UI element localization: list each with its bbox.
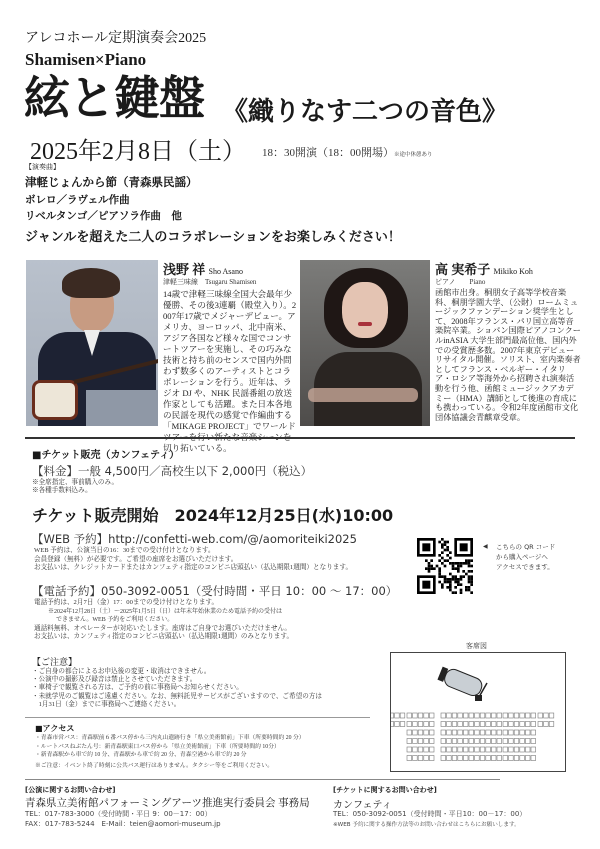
ticket-note: ※全席指定、事前購入のみ。	[32, 479, 119, 486]
seat	[503, 756, 508, 761]
seat	[538, 713, 543, 718]
seat	[458, 722, 463, 727]
program-piece: 津軽じょんから節（青森県民謡）	[25, 177, 198, 189]
tagline: ジャンルを超えた二人のコラボレーションをお楽しみください！	[25, 229, 401, 244]
seat	[424, 747, 429, 752]
seat	[441, 730, 446, 735]
seat	[447, 747, 452, 752]
seat	[480, 722, 485, 727]
seat	[447, 713, 452, 718]
seat	[514, 730, 519, 735]
note-line: ・車椅子で観覧される方は、ご予約の前に事務局へお知らせください。	[32, 684, 243, 692]
seat	[469, 722, 474, 727]
seat	[503, 730, 508, 735]
seat	[413, 747, 418, 752]
sale-start: チケット販売開始 2024年12月25日(水)10:00	[32, 506, 394, 525]
phone-reservation: 【電話予約】050-3092-0051（受付時間・平日 10：00 ～ 17：00）	[32, 584, 398, 598]
concert-date: 2025年2月8日（土）	[30, 139, 246, 165]
ticket-contact-note: ※WEB 予約に関する操作方法等のお問い合わせはこちらにお願いします。	[333, 822, 520, 828]
seat	[424, 730, 429, 735]
event-contact-label: [公演に関するお問い合わせ]	[25, 786, 116, 794]
seat	[463, 722, 468, 727]
seat	[395, 722, 400, 727]
seat	[509, 756, 514, 761]
seat	[486, 713, 491, 718]
seat	[463, 713, 468, 718]
seat	[514, 747, 519, 752]
seat	[509, 722, 514, 727]
name-ja: 浅野 祥	[163, 262, 206, 277]
performer-name	[163, 259, 243, 278]
seat	[503, 747, 508, 752]
instrument-ja: ピアノ	[435, 278, 456, 286]
seat	[509, 713, 514, 718]
seat	[413, 739, 418, 744]
seat	[480, 713, 485, 718]
seat	[458, 730, 463, 735]
seat	[520, 756, 525, 761]
seat	[497, 756, 502, 761]
seat	[407, 747, 412, 752]
seat	[469, 756, 474, 761]
seat	[429, 722, 434, 727]
seat	[544, 722, 549, 727]
seat	[475, 713, 480, 718]
seat	[418, 747, 423, 752]
ticket-contact-org: カンフェティ	[333, 800, 392, 811]
ticket-contact-label: [チケットに関するお問い合わせ]	[333, 786, 437, 794]
seat	[514, 713, 519, 718]
seat	[549, 713, 554, 718]
seat	[469, 739, 474, 744]
seat	[447, 722, 452, 727]
program-piece: ボレロ／ラヴェル作曲	[25, 195, 130, 206]
qr-caption	[483, 542, 555, 572]
seat	[503, 722, 508, 727]
seat	[514, 756, 519, 761]
seat	[525, 756, 530, 761]
seat	[486, 756, 491, 761]
seat	[463, 756, 468, 761]
seat	[424, 756, 429, 761]
seat	[407, 739, 412, 744]
seat	[429, 756, 434, 761]
seat	[525, 713, 530, 718]
seat	[525, 730, 530, 735]
seat	[441, 713, 446, 718]
seat	[486, 730, 491, 735]
subtitle: Shamisen×Piano	[25, 50, 147, 69]
note-line: ・未就学児のご観覧はご遠慮ください。なお、無料託児サービスがございますので、ご希望の方は	[32, 692, 322, 700]
seat	[520, 747, 525, 752]
seat	[480, 730, 485, 735]
note-line: ・青森市営バス：青森駅前６番バス停から三内丸山遺跡行き「県立美術館前」下車（所要時間約 20 分）	[35, 735, 305, 741]
note-line: 通話料無料、オペレーターが対応いたします。座席はご自身でお選びいただけません。	[34, 624, 292, 632]
seat	[544, 713, 549, 718]
ticket-contact-tel: TEL：050-3092-0051（受付時間・平日10：00－17：00）	[333, 810, 527, 818]
seat	[514, 722, 519, 727]
seat	[520, 722, 525, 727]
performer-name	[435, 259, 533, 278]
seat-map-label: 客席図	[466, 642, 487, 650]
seat	[413, 713, 418, 718]
seat	[418, 730, 423, 735]
seat	[480, 756, 485, 761]
seat	[520, 713, 525, 718]
note-line: できません。WEB 予約をご利用ください。	[56, 617, 174, 624]
seat	[475, 747, 480, 752]
phone-notes	[34, 599, 293, 642]
divider	[25, 779, 500, 780]
seat	[503, 713, 508, 718]
seat	[447, 730, 452, 735]
seat	[520, 739, 525, 744]
seat	[391, 713, 394, 718]
web-reservation[interactable]	[32, 531, 357, 547]
seat	[520, 730, 525, 735]
seat	[497, 747, 502, 752]
access-list	[35, 734, 305, 770]
seat	[458, 713, 463, 718]
ticket-heading: ■チケット販売（カンフェティ）	[32, 450, 180, 461]
note-line: 電話予約は、2月7日（金）17：00までの受け付けとなります。	[34, 599, 219, 606]
seat	[486, 739, 491, 744]
seat	[491, 739, 496, 744]
seat	[441, 739, 446, 744]
instrument-en: Tsugaru Shamisen	[205, 278, 257, 286]
seat	[429, 730, 434, 735]
divider	[25, 717, 370, 718]
seat	[407, 722, 412, 727]
seat	[407, 756, 412, 761]
program-label: 【演奏曲】	[25, 163, 60, 171]
seat	[424, 722, 429, 727]
seat	[491, 730, 496, 735]
seat	[452, 747, 457, 752]
seat	[391, 722, 394, 727]
seat	[463, 739, 468, 744]
performer-bio: 14歳で津軽三味線全国大会最年少優勝、その後3連覇（殿堂入り）。2007年17歳でメジャーデビュー。アメリカ、ヨーロッパ、北中南米、アジア各国など様々な国でコンサートツアーを実施し、その巧みな技術と持ち前のセンスで国内外問わず数多くのアーティストとコラボレーションを行う。近年は、ラジオ DJ や、NHK 民謡番組の放送作家としても活躍。また日本各地の民謡を現代の感覚で作編曲する「MIKAGE PROJECT」でワールド 切り拓いている。	[163, 289, 297, 453]
seat	[497, 730, 502, 735]
access-label: ■アクセス	[35, 724, 75, 733]
seat	[475, 739, 480, 744]
seat	[503, 739, 508, 744]
seat	[531, 730, 536, 735]
seat	[400, 722, 405, 727]
note-line: 1月31日（金）までに事務局へご連絡ください。	[32, 700, 181, 708]
seat	[475, 756, 480, 761]
seat	[418, 756, 423, 761]
notice-label: 【ご注意】	[32, 657, 78, 667]
seat	[463, 747, 468, 752]
note-line: アクセスできます。	[496, 563, 554, 571]
seat	[441, 747, 446, 752]
seat	[497, 739, 502, 744]
seat	[480, 747, 485, 752]
seat	[418, 739, 423, 744]
event-contact-tel: TEL：017-783-3000（受付時間・平日 9：00－17：00）	[25, 810, 212, 818]
performer-bio: 函館市出身。桐朋女子高等学校音楽科、桐朋学園大学、（公財）ロームミュージックファンデーション奨学生として、2008年フランス・パリ国立高等音楽院卒業。ショパン国際ピアノコンクールinASIA 大学生部門最高位他、国内外での受賞歴多数。2007年東京デビューリサイタル開催。ソリスト、室内楽奏者としてフランス・ベルギー・イタリア・ロシア等海外から招聘され演奏活動を行う他、函館ミュージックアカデミー（HMA）講師として後進の育成にも携わっている。令和2年度函館市文化団体協議会青麒章受章。	[435, 288, 581, 422]
seat	[441, 756, 446, 761]
name-en: Sho Asano	[208, 267, 243, 276]
seat	[525, 747, 530, 752]
seat	[413, 756, 418, 761]
note-line: ・公演中の撮影及び録音は禁止とさせていただきます。	[32, 676, 197, 684]
web-reservation-link[interactable]: 【WEB 予約】http://confetti-web.com/@/aomoriteiki2025	[32, 532, 357, 546]
seat	[531, 756, 536, 761]
seat	[525, 739, 530, 744]
note-line: から購入ページへ	[496, 553, 548, 561]
seat	[441, 722, 446, 727]
seat	[491, 756, 496, 761]
web-notes	[34, 547, 352, 573]
seat	[413, 722, 418, 727]
seat	[509, 730, 514, 735]
note-line: お支払いは、クレジットカードまたはカンフェティ指定のコンビニ店頭払い（払込期限1週間）となります。	[34, 564, 353, 571]
arrow-left-icon: ◀	[483, 543, 488, 550]
seat	[497, 722, 502, 727]
seat	[514, 739, 519, 744]
piano-icon	[437, 665, 485, 698]
seat	[400, 713, 405, 718]
event-contact-fax-email: FAX：017-783-5244 E-Mail：teien@aomori-museum.jp	[25, 820, 221, 828]
seat-map	[390, 652, 566, 772]
note-line: ※ご注意：イベント終了時刻に公共バス運行はありません。タクシー等をご利用ください。	[35, 762, 274, 769]
page-title: 絃と鍵盤	[24, 73, 204, 124]
note-line: お支払いは、カンフェティ指定のコンビニ店頭払い（払込期限1週間）のみとなります。	[34, 633, 294, 641]
seat	[486, 722, 491, 727]
seat	[549, 722, 554, 727]
seat	[418, 713, 423, 718]
seat	[429, 747, 434, 752]
ticket-price: 【料金】一般 4,500円／高校生以下 2,000円（税込）	[32, 464, 313, 478]
seat	[452, 722, 457, 727]
performer-photo-mikiko-koh	[300, 260, 430, 426]
seat	[538, 722, 543, 727]
seating-chart	[391, 653, 567, 773]
seat	[531, 747, 536, 752]
seat	[452, 756, 457, 761]
note-line: ・ルートバスねぶたん号：新青森駅東口バス停から「県立美術館前」下車（所要時間約 10分）	[35, 743, 280, 750]
seat	[452, 713, 457, 718]
seat	[424, 739, 429, 744]
concert-time	[262, 144, 433, 160]
ticket-note: ※各種手数料込み。	[32, 487, 92, 494]
seat	[469, 713, 474, 718]
time: 18：30開演（18：00開場）	[262, 147, 394, 159]
notice-list	[32, 668, 322, 709]
seat	[463, 730, 468, 735]
note-line: こちらの QR コード	[496, 543, 556, 551]
seat	[447, 739, 452, 744]
seat	[424, 713, 429, 718]
note-line: ・ご自身の都合によるお申込後の変更・取消はできません。	[32, 668, 211, 675]
seat	[452, 739, 457, 744]
seat	[458, 747, 463, 752]
title-subtitle: 《織りなす二つの音色》	[222, 97, 509, 126]
seat	[480, 739, 485, 744]
seat	[429, 739, 434, 744]
instrument-ja: 津軽三味線	[163, 278, 198, 286]
seat	[458, 739, 463, 744]
seat	[452, 730, 457, 735]
seat	[509, 739, 514, 744]
performer-instrument	[163, 277, 256, 287]
seat	[407, 730, 412, 735]
event-contact-org: 青森県立美術館パフォーミングアーツ推進実行委員会 事務局	[25, 798, 310, 809]
seat	[407, 713, 412, 718]
divider	[25, 437, 575, 439]
seat	[525, 722, 530, 727]
program-piece: リベルタンゴ／ピアソラ作曲 他	[25, 211, 182, 222]
name-en: Mikiko Koh	[493, 267, 533, 276]
seat	[469, 747, 474, 752]
concert-series: アレコホール定期演奏会2025	[25, 31, 207, 46]
qr-code[interactable]	[417, 538, 473, 594]
seat	[491, 747, 496, 752]
note-line: WEB 予約は、公演当日の16：30までの受け付けとなります。	[34, 547, 215, 554]
performer-instrument	[435, 277, 485, 287]
instrument-en: Piano	[469, 278, 486, 286]
seat	[458, 756, 463, 761]
performer-photo-sho-asano	[26, 260, 158, 426]
seat	[486, 747, 491, 752]
seat	[469, 730, 474, 735]
seat	[491, 722, 496, 727]
seat	[429, 713, 434, 718]
seat	[531, 713, 536, 718]
note-line: 会員登録（無料）が必要です。ご希望の座席をお選びいただけます。	[34, 555, 238, 563]
seat	[475, 730, 480, 735]
seat	[497, 713, 502, 718]
seat	[475, 722, 480, 727]
note-line: ※2024年12月28日（土）～2025年1月5日（日）は年末年始休業のため電話予約の受付は	[48, 608, 283, 615]
seat	[531, 739, 536, 744]
seat	[509, 747, 514, 752]
seat	[395, 713, 400, 718]
seat	[447, 756, 452, 761]
seat	[491, 713, 496, 718]
note-line: ・新青森駅から車で約 10 分、青森駅から車で約 20 分、青森空港から車で約 20 分	[35, 752, 247, 758]
seat	[418, 722, 423, 727]
seat	[413, 730, 418, 735]
intermission-note: ※途中休憩あり	[394, 152, 433, 158]
seat	[531, 722, 536, 727]
name-ja: 高 実希子	[435, 262, 491, 277]
